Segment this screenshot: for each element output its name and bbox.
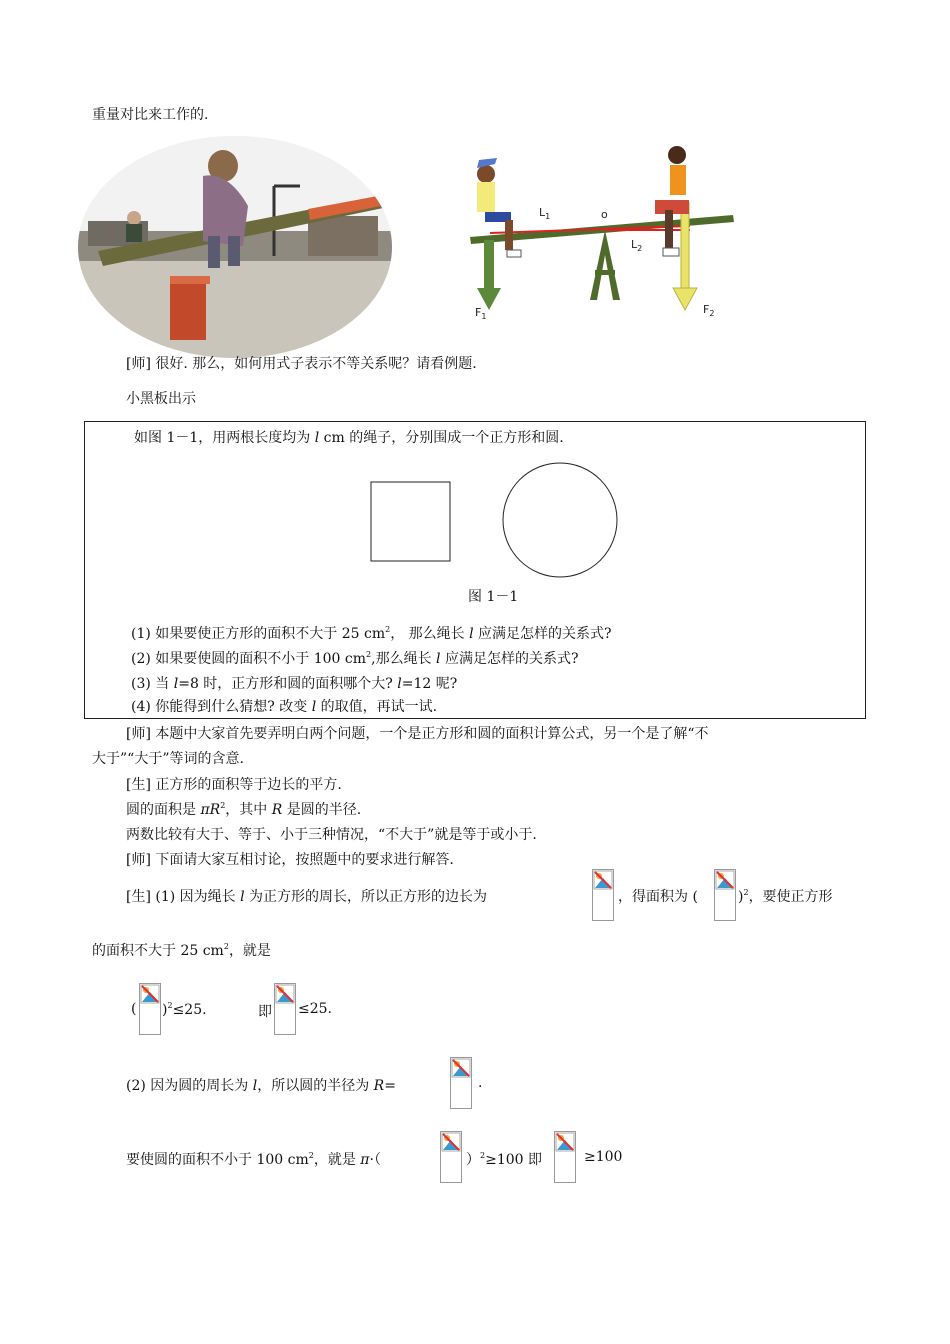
- solution-3-text-a: 要使圆的面积不小于 100 $cm^2$，就是 π·（: [126, 1151, 381, 1168]
- formula-image-placeholder: [554, 1131, 576, 1183]
- teacher-line-1: [师] 很好. 那么，如何用式子表示不等关系呢？请看例题.: [126, 356, 477, 372]
- inequality-open: (: [131, 1001, 137, 1017]
- solution-3-text-b: ）$^2$≥100 即: [466, 1151, 542, 1168]
- svg-text:F1: [475, 306, 486, 321]
- label-f1-sub: 1: [481, 312, 487, 321]
- svg-text:L2: [631, 238, 642, 253]
- label-l1-sub: 1: [545, 212, 551, 221]
- solution-2-end: .: [478, 1075, 483, 1091]
- image-icon: [451, 1058, 471, 1078]
- solution-1-text-c: )$^2$，要使正方形: [738, 888, 833, 905]
- image-icon: [593, 870, 613, 890]
- label-l2: L: [631, 238, 638, 251]
- seesaw-diagram: [465, 140, 745, 325]
- top-text-line: 重量对比来工作的.: [92, 107, 209, 123]
- board-intro: 如图 1－1，用两根长度均为 l cm 的绳子，分别围成一个正方形和圆.: [134, 430, 564, 446]
- question-2: (2) 如果要使圆的面积不小于 100 $cm^2$,那么绳长 l 应满足怎样的关系式?: [131, 650, 579, 667]
- label-f1: F: [475, 306, 482, 319]
- svg-text:L1: [539, 206, 550, 221]
- formula-image-placeholder: [450, 1057, 472, 1109]
- label-f2-sub: 2: [709, 309, 715, 318]
- figure-caption: 图 1－1: [468, 589, 519, 605]
- formula-image-placeholder: [714, 869, 736, 921]
- image-icon: [275, 984, 295, 1004]
- student-line-1: [生] 正方形的面积等于边长的平方.: [126, 777, 342, 793]
- blackboard-label: 小黑板出示: [126, 391, 196, 407]
- inequality-2: ≤25.: [298, 1001, 332, 1017]
- formula-image-placeholder: [592, 869, 614, 921]
- circle-area-line: 圆的面积是 $\pi R^2$，其中 R 是圆的半径.: [126, 801, 362, 818]
- image-icon: [140, 984, 160, 1004]
- solution-3-text-c: ≥100: [584, 1149, 623, 1165]
- svg-text:F2: [703, 303, 714, 318]
- seesaw-photo: [78, 136, 392, 358]
- image-icon: [441, 1132, 461, 1152]
- label-o: o: [601, 208, 608, 221]
- blackboard-box: [84, 421, 866, 719]
- inequality-1: )$^2$≤25.: [162, 1001, 207, 1018]
- solution-1-text-a: [生] (1) 因为绳长 l 为正方形的周长，所以正方形的边长为: [126, 889, 488, 905]
- solution-2-text: (2) 因为圆的周长为 l，所以圆的半径为 R=: [126, 1078, 396, 1094]
- formula-image-placeholder: [440, 1131, 462, 1183]
- figure-square-circle: [365, 462, 625, 582]
- formula-image-placeholder: [139, 983, 161, 1035]
- solution-1-text-b: ，得面积为 (: [618, 889, 698, 905]
- ji-label: 即: [258, 1004, 272, 1020]
- solution-1-line-2: 的面积不大于 25 $cm^2$，就是: [92, 942, 271, 959]
- question-3: (3) 当 l=8 时，正方形和圆的面积哪个大? l=12 呢?: [131, 676, 458, 692]
- image-icon: [555, 1132, 575, 1152]
- label-l1: L: [539, 206, 546, 219]
- formula-image-placeholder: [274, 983, 296, 1035]
- question-1: (1) 如果要使正方形的面积不大于 25 $cm^2$， 那么绳长 l 应满足怎样的关系式?: [131, 625, 612, 642]
- compare-line: 两数比较有大于、等于、小于三种情况，“不大于”就是等于或小于.: [126, 827, 537, 843]
- teacher-line-2a: [师] 本题中大家首先要弄明白两个问题，一个是正方形和圆的面积计算公式，另一个是了解“不: [126, 726, 709, 742]
- teacher-line-2b: 大于”“大于”等词的含意.: [92, 751, 244, 767]
- teacher-line-3: [师] 下面请大家互相讨论，按照题中的要求进行解答.: [126, 852, 454, 868]
- label-f2: F: [703, 303, 710, 316]
- label-l2-sub: 2: [637, 244, 643, 253]
- question-4: (4) 你能得到什么猜想? 改变 l 的取值，再试一试.: [131, 699, 438, 715]
- image-icon: [715, 870, 735, 890]
